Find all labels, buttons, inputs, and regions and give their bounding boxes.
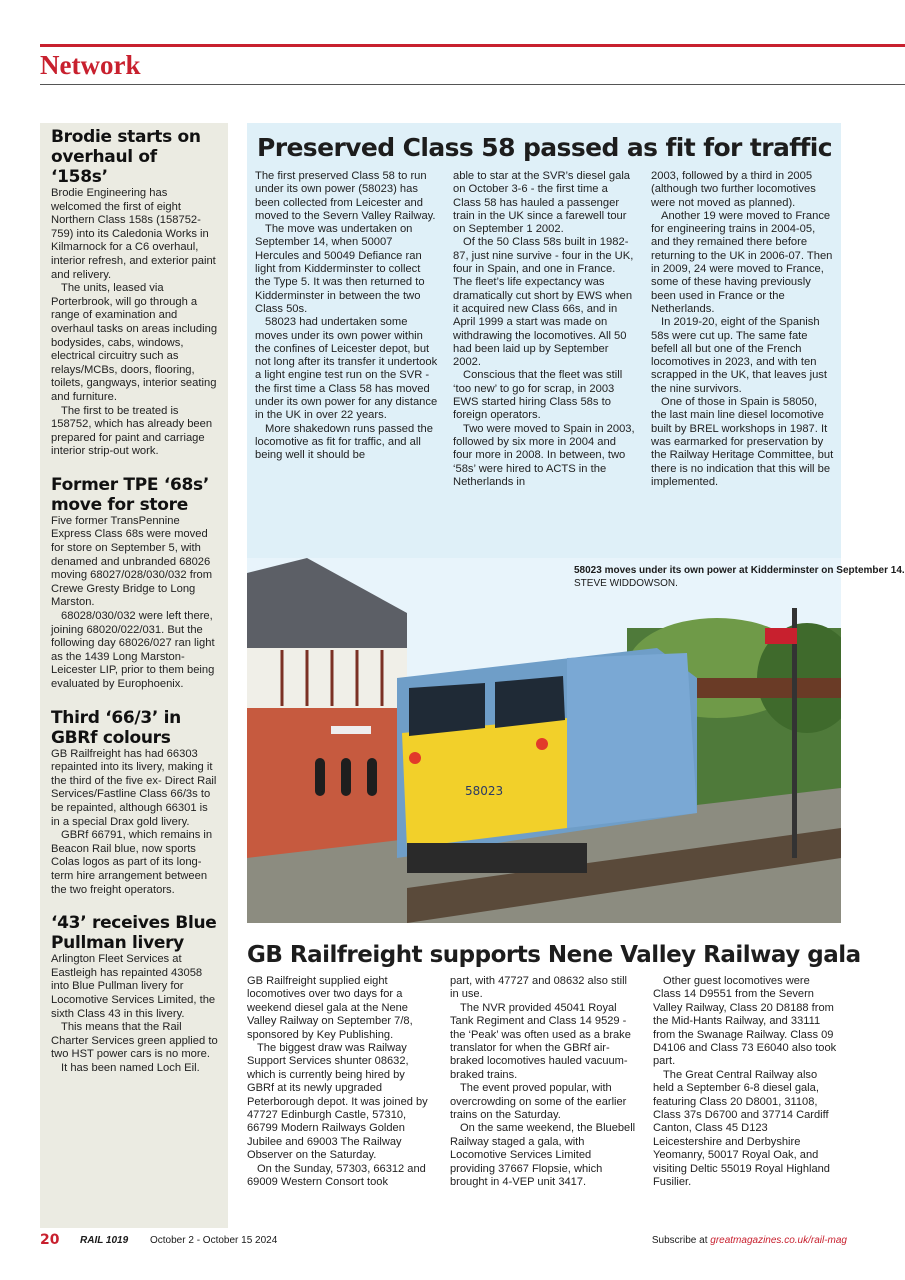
nv-paragraph: The biggest draw was Railway Support Services shunter 08632, which is currently being hired by GBRf at its newly upgraded Peterborough depot. It was joined by 47727 Edinburgh Castle, 57310, 66799 Modern Railways Golden Jubilee and 69003 The Railway Observer on the Saturday. <box>247 1042 428 1162</box>
feature-paragraph: 2003, followed by a third in 2005 (although two further locomotives were not moved as planned). <box>651 170 816 209</box>
nv-paragraph: Other guest locomotives were Class 14 D9551 from the Severn Valley Railway, Class 20 D8188 from the Mid-Hants Railway, and 33111 from the Swanage Railway. Class 09 D4106 and Class 73 E6040 also took part. <box>653 975 837 1068</box>
sidebar-headline: Former TPE ‘68s’ move for store <box>51 474 210 515</box>
loco-yellow-end <box>402 718 567 848</box>
subscribe-link[interactable]: greatmagazines.co.uk/rail-mag <box>710 1235 847 1246</box>
feature-paragraph: One of those in Spain is 58050, the last main line diesel locomotive built by BREL workshops in 1987. It was earmarked for preservation by the Railway Heritage Committee, but there is no indication that this will be implemented. <box>651 396 834 488</box>
arched-window <box>341 758 351 796</box>
page-footer <box>40 1232 905 1252</box>
sidebar-paragraph: It has been named Loch Eil. <box>61 1061 200 1074</box>
magazine-issue: RAIL 1019 <box>80 1235 129 1246</box>
feature-paragraph: able to star at the SVR’s diesel gala on October 3-6 - the first time a Class 58 has hauled a passenger train in the UK since a farewell tour on September 1 2002. <box>453 170 631 236</box>
arched-window <box>315 758 325 796</box>
feature-paragraph: The first preserved Class 58 to run under its own power (58023) has been collected from Leicester and moved to the Severn Valley Railway. <box>255 170 436 222</box>
signal-post <box>792 608 797 858</box>
sidebar-paragraph: GB Railfreight has had 66303 repainted into its livery, making it the third of the five ex- Direct Rail Services/Fastline Class 66/3s to be repainted, although 66301 is in a special Drax gold livery. <box>51 747 217 828</box>
sidebar-paragraph: Brodie Engineering has welcomed the first of eight Northern Class 158s (158752-759) into its Caledonia Works in Kilmarnock for a C6 overhaul, interior refresh, and exterior paint and relivery. <box>51 187 216 281</box>
nv-column <box>450 975 636 1190</box>
nv-paragraph: The event proved popular, with overcrowding on some of the earlier trains on the Saturday. <box>450 1082 627 1122</box>
sidebar-headline: Third ‘66/3’ in GBRf colours <box>51 707 181 748</box>
section-title: Network <box>40 50 141 80</box>
loco-number: 58023 <box>465 784 504 798</box>
signal-box-nameboard <box>331 726 371 734</box>
nv-headline: GB Railfreight supports Nene Valley Railway gala <box>247 942 861 968</box>
headlight <box>409 752 421 764</box>
issue-dates: October 2 - October 15 2024 <box>150 1235 278 1246</box>
nv-paragraph: GB Railfreight supplied eight locomotives over two days for a weekend diesel gala at the Nene Valley Railway on September 7/8, sponsored by Key Publishing. <box>247 975 413 1041</box>
sidebar-paragraph: The units, leased via Porterbrook, will go through a range of examination and overhaul tasks on areas including bodysides, cabs, windows, electrical circuitry such as relays/MCBs, doors, flooring, toilets, gangways, interior seating and furniture. <box>51 282 218 403</box>
photo-credit: STEVE WIDDOWSON. <box>574 577 678 589</box>
feature-paragraph: In 2019-20, eight of the Spanish 58s were cut up. The same fate befell all but one of the French locomotives in 2023, and with ten scrapped in the UK, that leaves just the nine survivors. <box>651 316 827 395</box>
nv-paragraph: On the same weekend, the Bluebell Railway staged a gala, with Locomotive Services Limited providing 37667 Flopsie, which brought in 4-VEP unit 3417. <box>450 1122 636 1189</box>
sidebar-paragraph: The first to be treated is 158752, which has already been prepared for paint and carriage interior strip-out work. <box>51 404 213 458</box>
sidebar-paragraph: 68028/030/032 were left there, joining 68020/022/031. But the following day 68026/027 ran light as the 1439 Long Marston-Leicester LIP, prior to them being evaluated by Europhoenix. <box>51 610 215 690</box>
nv-column <box>653 975 839 1190</box>
feature-paragraph: The move was undertaken on September 14, when 50007 Hercules and 50049 Defiance ran light from Kidderminster to collect the Type 5. It was then returned to Kidderminster in between the two Class 50s. <box>255 223 425 315</box>
page-number: 20 <box>40 1232 60 1248</box>
feature-headline: Preserved Class 58 passed as fit for traffic <box>257 133 832 162</box>
sidebar-headline: Brodie starts on overhaul of ‘158s’ <box>51 127 201 187</box>
nv-columns <box>247 975 841 1190</box>
photo-illustration <box>247 558 841 923</box>
title-rule <box>40 84 905 85</box>
feature-paragraph: Of the 50 Class 58s built in 1982-87, just nine survive - four in the UK, four in Spain, and one in France. The fleet’s life expectancy was dramatically cut short by EWS when it acquired new Class 66s, and in April 1999 a start was made on withdrawing the locomotives. All 50 had been laid up by September 2002. <box>453 236 634 369</box>
locomotive-photo <box>247 558 841 923</box>
nv-paragraph: part, with 47727 and 08632 also still in use. <box>450 975 628 1001</box>
feature-paragraph: 58023 had undertaken some moves under its own power within the confines of Leicester depot, but not long after its transfer it undertook a light engine test run on the SVR - the first time a Class 58 has moved under its own power for any distance in the UK in over 22 years. <box>255 316 438 422</box>
feature-columns <box>255 170 835 489</box>
nv-paragraph: On the Sunday, 57303, 66312 and 69009 Western Consort took <box>247 1162 426 1189</box>
arched-window <box>367 758 377 796</box>
signal-arm <box>765 628 797 644</box>
loco-side <box>567 653 697 828</box>
sidebar-headline: ‘43’ receives Blue Pullman livery <box>51 913 217 954</box>
sidebar-paragraph: Five former TransPennine Express Class 68s were moved for store on September 5, with denamed and unbranded 68026 moving 68027/028/030/032 from Crewe Gresty Bridge to Long Marston. <box>51 514 213 609</box>
subscribe-label: Subscribe at <box>651 1235 711 1246</box>
photo-caption <box>574 565 905 590</box>
caption-text: 58023 moves under its own power at Kidderminster on September 14. <box>574 565 905 576</box>
nv-paragraph: The Great Central Railway also held a September 6-8 diesel gala, featuring Class 20 D8001, 31108, Class 37s D6700 and 37714 Cardiff Canton, Class 45 D123 Leicestershire and Derbyshire Yeomanry, 50017 Royal Oak, and visiting Deltic 55019 Royal Highland Fusilier. <box>653 1068 830 1189</box>
sidebar-paragraph: This means that the Rail Charter Services green applied to two HST power cars is no more. <box>51 1021 218 1061</box>
cab-window <box>409 683 485 736</box>
feature-paragraph: Conscious that the fleet was still ‘too new’ to go for scrap, in 2003 EWS started hiring Class 58s to foreign operators. <box>453 369 623 422</box>
bogies <box>407 843 587 873</box>
feature-column <box>255 170 438 489</box>
feature-paragraph: Another 19 were moved to France for engineering trains in 2004-05, and they remained there before returning to the UK in 2006-07. Then in 2009, 24 were moved to France, some of these having previously been used in France or the Netherlands. <box>651 209 833 315</box>
feature-column <box>651 170 834 489</box>
subscribe-note <box>652 1235 847 1246</box>
nv-paragraph: The NVR provided 45041 Royal Tank Regiment and Class 14 9529 - the ‘Peak’ was often used as a brake translator for when the GBRf air-braked locomotives hauled vacuum-braked trains. <box>450 1001 631 1081</box>
headlight <box>536 738 548 750</box>
nv-column <box>247 975 433 1190</box>
feature-paragraph: Two were moved to Spain in 2003, followed by six more in 2004 and four more in 2008. In between, two ‘58s’ were hired to ACTS in the Netherlands in <box>453 422 635 488</box>
top-rule <box>40 44 905 47</box>
news-sidebar <box>40 123 228 1228</box>
sidebar-paragraph: GBRf 66791, which remains in Beacon Rail blue, now sports Colas logos as part of its long-term hire arrangement between the two freight operators. <box>51 829 213 896</box>
cab-window <box>495 676 565 728</box>
sidebar-paragraph: Arlington Fleet Services at Eastleigh has repainted 43058 into Blue Pullman livery for Locomotive Services Limited, the sixth Class 43 in this livery. <box>51 953 216 1020</box>
feature-column <box>453 170 636 489</box>
feature-paragraph: More shakedown runs passed the locomotive as fit for traffic, and all being well it should be <box>255 422 433 462</box>
